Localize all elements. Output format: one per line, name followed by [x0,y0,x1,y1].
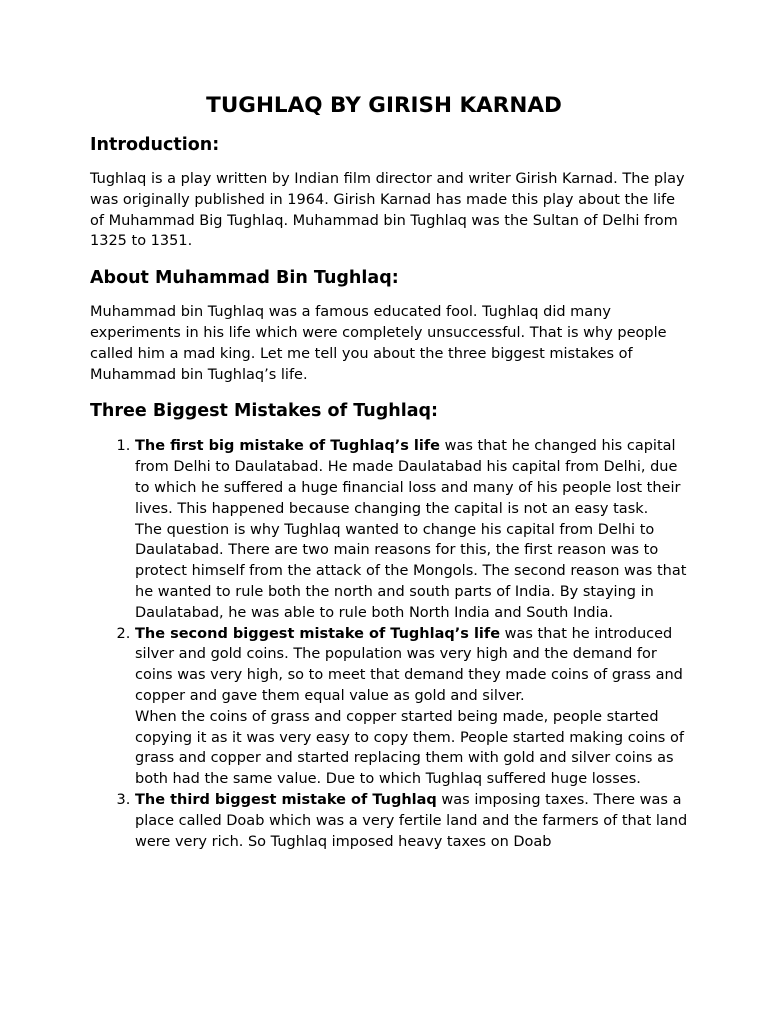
mistake-2-text: was that he introduced silver and gold coins. The population was very high and the demand for coins was very high, so to meet that demand they made coins of grass and copper and gave them equal value as gold and silver. [135,625,683,704]
about-heading: About Muhammad Bin Tughlaq: [90,268,399,289]
mistake-item-1 [135,436,690,623]
introduction-paragraph: Tughlaq is a play written by Indian film director and writer Girish Karnad. The play was originally published in 1964. Girish Karnad has made this play about the life of Muhammad Big Tughlaq. Muhammad bin Tughlaq was the Sultan of Delhi from 1325 to 1351. [90,171,685,250]
mistake-2-lead: The second biggest mistake of Tughlaq’s life [135,625,501,642]
mistake-1-lead: The first big mistake of Tughlaq’s life [135,438,440,455]
mistakes-heading: Three Biggest Mistakes of Tughlaq: [90,401,439,422]
about-paragraph: Muhammad bin Tughlaq was a famous educated fool. Tughlaq did many experiments in his life which were completely unsuccessful. That is why people called him a mad king. Let me tell you about the three biggest mistakes of Muhammad bin Tughlaq’s life. [90,304,667,383]
mistake-1-continuation: The question is why Tughlaq wanted to change his capital from Delhi to Daulatabad. There are two main reasons for this, the first reason was to protect himself from the attack of the Mongols. The second reason was that he wanted to rule both the north and south parts of India. By staying in Daulatabad, he was able to rule both North India and South India. [135,521,687,621]
mistake-3-lead: The third biggest mistake of Tughlaq [135,791,437,808]
mistakes-list [90,436,690,852]
mistake-1-text: was that he changed his capital from Delhi to Daulatabad. He made Daulatabad his capital from Delhi, due to which he suffered a huge financial loss and many of his people lost their lives. This happened because changing the capital is not an easy task. [135,438,681,517]
mistake-item-2 [135,624,690,790]
introduction-heading: Introduction: [90,135,220,155]
mistake-item-3 [135,790,690,852]
mistake-3-text: was imposing taxes. There was a place called Doab which was a very fertile land and the farmers of that land were very rich. So Tughlaq imposed heavy taxes on Doab [135,791,688,850]
document-title: TUGHLAQ BY GIRISH KARNAD [206,93,562,118]
document-content [90,130,690,852]
mistake-2-continuation: When the coins of grass and copper started being made, people started copying it as it was very easy to copy them. People started making coins of grass and copper and started replacing them with gold and silver coins as both had the same value. Due to which Tughlaq suffered huge losses. [135,708,684,788]
